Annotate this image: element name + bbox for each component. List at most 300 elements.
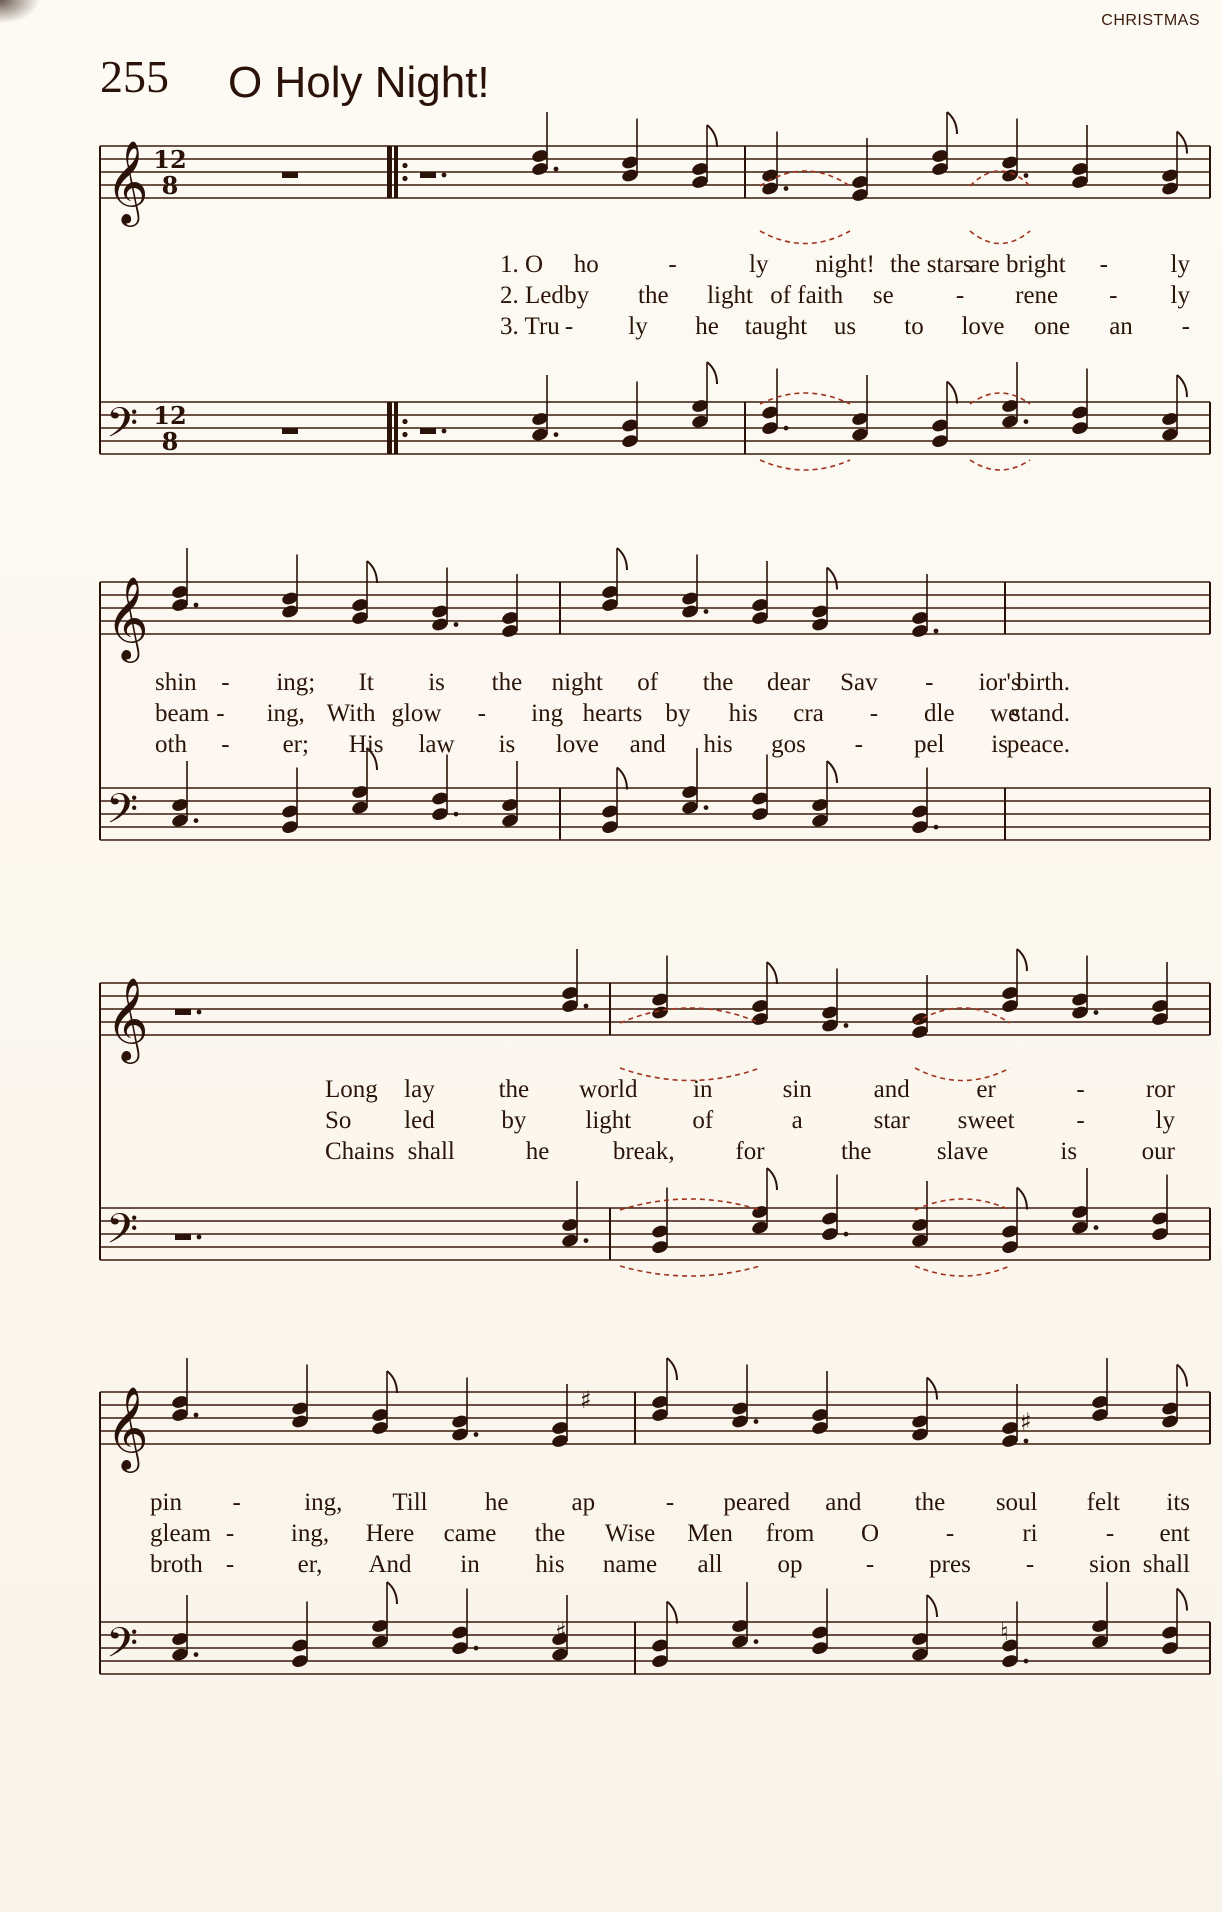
lyric-syllable: are bright xyxy=(969,251,1066,278)
bass-staff xyxy=(100,785,1210,843)
lyric-syllable: Here xyxy=(365,1520,415,1547)
lyric-syllable: ent xyxy=(1159,1520,1190,1547)
lyric-syllable: - xyxy=(854,731,864,758)
dot xyxy=(584,1238,589,1243)
chord xyxy=(561,949,589,1014)
lyric-syllable: - xyxy=(668,251,677,278)
lyric-syllable: his xyxy=(728,700,758,727)
flag xyxy=(667,1358,677,1380)
lyric-syllable: glow xyxy=(391,700,442,727)
lyric-syllable: - xyxy=(1099,251,1108,278)
staves xyxy=(100,139,1210,1677)
lyric-syllable: the xyxy=(491,669,523,696)
slur xyxy=(970,171,1030,186)
lyric-syllable: break, xyxy=(612,1138,675,1165)
lyric-syllable: he xyxy=(695,313,719,340)
flag xyxy=(1017,1188,1027,1210)
lyric-syllable: and xyxy=(825,1489,862,1516)
lyric-syllable: It xyxy=(358,669,374,696)
dot xyxy=(934,825,939,830)
section-label: CHRISTMAS xyxy=(1101,12,1200,29)
chord xyxy=(501,761,520,829)
dot xyxy=(754,1419,759,1424)
dot xyxy=(1094,1225,1099,1230)
dot xyxy=(844,1232,849,1237)
lyric-syllable: the xyxy=(498,1076,530,1103)
flag xyxy=(707,362,717,384)
lyric-syllable: shall xyxy=(407,1138,455,1165)
time-signature-denominator: 8 xyxy=(161,171,179,200)
chord xyxy=(171,761,199,829)
lyric-syllable: - xyxy=(1181,313,1190,340)
chord xyxy=(731,1365,759,1430)
lyric-syllable: felt xyxy=(1086,1489,1120,1516)
chord xyxy=(451,1378,479,1443)
chord xyxy=(1091,1358,1110,1423)
lyric-syllable: and xyxy=(629,731,666,758)
dot xyxy=(784,186,789,191)
lyric-syllable: of xyxy=(692,1107,714,1134)
dot xyxy=(1024,1659,1029,1664)
lyric-syllable: his xyxy=(703,731,733,758)
chord xyxy=(1161,1365,1187,1430)
bass-clef-icon: 𝄢 xyxy=(106,785,139,843)
lyric-syllable: er; xyxy=(282,731,309,758)
lyric-syllable: stand. xyxy=(1010,700,1070,727)
lyric-syllable: - xyxy=(232,1489,241,1516)
chord xyxy=(851,138,870,203)
lyric-syllable: the xyxy=(840,1138,872,1165)
flag xyxy=(827,761,837,783)
chord xyxy=(1071,125,1090,190)
lyric-syllable: gos xyxy=(771,731,806,758)
lyric-syllable: - xyxy=(955,282,965,309)
chord xyxy=(911,1181,930,1249)
bass-clef-icon: 𝄢 xyxy=(106,1619,139,1677)
lyric-syllable: - xyxy=(1076,1107,1085,1134)
dot xyxy=(934,629,939,634)
repeat-barline xyxy=(387,146,392,198)
lyric-syllable: the xyxy=(638,282,669,309)
natural-icon: ♮ xyxy=(1000,1618,1009,1646)
sharp-icon: ♯ xyxy=(580,1386,592,1414)
chord xyxy=(1151,962,1170,1027)
treble-staff xyxy=(100,139,1210,227)
treble-staff xyxy=(100,575,1210,663)
lyric-syllable: ap xyxy=(571,1489,596,1516)
chord xyxy=(351,748,377,816)
flag xyxy=(1177,132,1187,154)
chord xyxy=(1071,1168,1099,1236)
lyric-syllable: - xyxy=(925,669,934,696)
lyric-syllable: - xyxy=(225,1551,235,1578)
dot xyxy=(474,1646,479,1651)
chord xyxy=(821,969,849,1034)
rest-icon xyxy=(420,428,436,434)
lyric-syllable: 1. O xyxy=(500,251,544,278)
lyric-syllable: beam xyxy=(155,700,210,727)
lyric-syllable: all xyxy=(697,1551,723,1578)
lyric-syllable: - xyxy=(1076,1076,1085,1103)
slur xyxy=(970,460,1030,470)
bass-clef-icon: 𝄢 xyxy=(106,399,139,457)
lyric-syllable: by xyxy=(501,1107,527,1134)
lyric-syllable: peace. xyxy=(1006,731,1070,758)
rest-dot xyxy=(442,429,447,434)
lyric-syllable: star xyxy=(873,1107,910,1134)
lyric-syllable: in xyxy=(460,1551,480,1578)
lyric-syllable: is xyxy=(428,669,445,696)
lyric-syllable: sweet xyxy=(957,1107,1015,1134)
repeat-barline xyxy=(387,402,392,454)
lyric-syllable: ing, xyxy=(290,1520,330,1547)
lyric-syllable: ing, xyxy=(266,700,305,727)
treble-staff xyxy=(100,1385,1210,1473)
lyric-syllable: Wise xyxy=(604,1520,656,1547)
slur xyxy=(915,1266,1010,1276)
dot xyxy=(844,1023,849,1028)
dot xyxy=(1094,1010,1099,1015)
flag xyxy=(1177,1589,1187,1611)
chord xyxy=(561,1181,589,1249)
lyric-syllable: rene xyxy=(1015,282,1059,309)
lyric-syllable: and xyxy=(873,1076,910,1103)
lyric-syllable: - xyxy=(1109,282,1118,309)
lyric-syllable: shin xyxy=(155,669,197,696)
chord xyxy=(811,761,837,829)
lyric-syllable: op xyxy=(777,1551,803,1578)
chord xyxy=(911,1595,937,1663)
chord xyxy=(291,1365,310,1430)
lyric-syllable: And xyxy=(368,1551,412,1578)
lyric-syllable: law xyxy=(418,731,455,758)
lyric-syllable: love xyxy=(555,731,599,758)
lyric-syllable: an xyxy=(1109,313,1133,340)
lyric-syllable: So xyxy=(325,1107,352,1134)
flag xyxy=(927,1378,937,1400)
lyric-syllable: - xyxy=(1105,1520,1115,1547)
lyric-syllable: 2. Led xyxy=(500,282,564,309)
dot xyxy=(704,805,709,810)
lyric-syllable: for xyxy=(735,1138,765,1165)
lyric-syllable: of xyxy=(637,669,659,696)
chord xyxy=(281,555,300,620)
lyric-syllable: one xyxy=(1033,313,1071,340)
dot xyxy=(1024,419,1029,424)
lyric-syllable: by xyxy=(665,700,691,727)
rest-icon xyxy=(175,1009,191,1015)
lyric-syllable: birth. xyxy=(1016,669,1070,696)
chord xyxy=(531,375,559,443)
lyric-syllable: pres xyxy=(929,1551,971,1578)
treble-clef-icon: 𝄞 xyxy=(106,139,149,223)
rest-dot xyxy=(197,1235,202,1240)
chord xyxy=(171,548,199,613)
lyric-syllable: by xyxy=(564,282,590,309)
dot xyxy=(194,1652,199,1657)
slur xyxy=(970,231,1030,244)
lyric-syllable: - xyxy=(665,1489,675,1516)
chord xyxy=(651,1358,677,1423)
dot xyxy=(194,1413,199,1418)
chord xyxy=(621,119,640,184)
flag xyxy=(1177,1365,1187,1387)
chord xyxy=(761,132,789,197)
lyric-syllable: Till xyxy=(392,1489,428,1516)
treble-clef-icon: 𝄞 xyxy=(106,575,149,659)
lyric-syllable: slave xyxy=(936,1138,989,1165)
flag xyxy=(387,1371,397,1393)
chord xyxy=(691,125,717,190)
time-signature-denominator: 8 xyxy=(161,427,179,456)
lyric-syllable: - xyxy=(945,1520,955,1547)
lyric-syllable: pel xyxy=(913,731,945,758)
lyric-syllable: night xyxy=(551,669,604,696)
lyric-syllable: ly xyxy=(1170,282,1190,309)
dot xyxy=(554,167,559,172)
lyric-syllable: Long xyxy=(325,1076,378,1103)
dot xyxy=(194,603,199,608)
chord xyxy=(1161,132,1187,197)
lyric-syllable: - xyxy=(1025,1551,1035,1578)
lyric-syllable: light xyxy=(585,1107,632,1134)
chord xyxy=(911,975,930,1040)
chord xyxy=(731,1582,759,1650)
lyric-syllable: - xyxy=(564,313,574,340)
lyric-syllable: ror xyxy=(1145,1076,1175,1103)
dot xyxy=(454,622,459,627)
lyric-syllable: the xyxy=(914,1489,946,1516)
dot xyxy=(1024,1439,1029,1444)
lyric-syllable: dle xyxy=(924,700,955,727)
lyric-syllable: night! xyxy=(815,251,875,278)
chord xyxy=(1091,1582,1110,1650)
rest-dot xyxy=(197,1010,202,1015)
dot xyxy=(784,426,789,431)
lyric-syllable: - xyxy=(221,669,230,696)
flag xyxy=(927,1595,937,1617)
flag xyxy=(947,112,957,134)
lyric-syllable: a xyxy=(791,1107,803,1134)
time-signature-numerator: 12 xyxy=(153,401,187,430)
repeat-dot xyxy=(402,176,407,181)
lyric-syllable: Chains xyxy=(325,1138,395,1165)
bass-clef-icon: 𝄢 xyxy=(106,1205,139,1263)
chord xyxy=(911,1378,937,1443)
treble-clef-icon: 𝄞 xyxy=(106,1385,149,1469)
lyric-syllable: light xyxy=(707,282,753,309)
lyric-syllable: ing; xyxy=(276,669,316,696)
lyric-syllable: the xyxy=(534,1520,566,1547)
lyric-syllable: ing, xyxy=(304,1489,343,1516)
lyric-syllable: is xyxy=(498,731,516,758)
slur xyxy=(915,1008,1010,1023)
lyric-syllable: se xyxy=(872,282,894,309)
chord xyxy=(681,748,709,816)
chord xyxy=(811,1371,830,1436)
chord xyxy=(531,112,559,177)
chord xyxy=(1001,949,1027,1014)
lyric-syllable: - xyxy=(221,731,230,758)
time-signature-numerator: 12 xyxy=(153,145,187,174)
lyric-syllable: love xyxy=(961,313,1005,340)
lyric-syllable: 3. Tru xyxy=(500,313,560,340)
lyric-syllable: he xyxy=(525,1138,550,1165)
lyric-syllable: led xyxy=(404,1107,435,1134)
chord xyxy=(171,1595,199,1663)
flag xyxy=(827,568,837,590)
flag xyxy=(387,1582,397,1604)
lyric-syllable: cra xyxy=(793,700,824,727)
chord xyxy=(651,956,670,1021)
lyric-syllable: shall xyxy=(1142,1551,1190,1578)
lyric-syllable: er, xyxy=(297,1551,323,1578)
lyric-syllable: - xyxy=(477,700,486,727)
lyric-syllable: - xyxy=(216,700,225,727)
lyric-syllable: - xyxy=(225,1520,235,1547)
lyric-syllable: ly xyxy=(1170,251,1190,278)
treble-staff xyxy=(100,976,1210,1064)
chord xyxy=(931,112,957,177)
lyric-syllable: taught xyxy=(744,313,808,340)
lyric-syllable: sin xyxy=(782,1076,812,1103)
lyric-syllable: broth xyxy=(150,1551,203,1578)
lyric-syllable: pin xyxy=(150,1489,182,1516)
lyric-syllable: we xyxy=(990,700,1020,727)
lyric-syllable: to xyxy=(904,313,924,340)
chord xyxy=(811,568,837,633)
lyric-syllable: lay xyxy=(404,1076,435,1103)
bass-staff xyxy=(100,399,1210,457)
lyric-syllable: O xyxy=(860,1520,880,1547)
lyrics xyxy=(150,251,1190,1578)
lyric-syllable: is xyxy=(1060,1138,1078,1165)
lyric-syllable: ing xyxy=(531,700,564,727)
dot xyxy=(474,1432,479,1437)
chord xyxy=(681,555,709,620)
chord xyxy=(911,574,939,639)
hymn-title: O Holy Night! xyxy=(228,58,490,107)
lyric-syllable: us xyxy=(833,313,857,340)
lyric-syllable: soul xyxy=(995,1489,1038,1516)
lyric-syllable: With xyxy=(326,700,376,727)
lyric-syllable: in xyxy=(693,1076,713,1103)
flag xyxy=(667,1602,677,1624)
chord xyxy=(1161,375,1187,443)
lyric-syllable: ior's xyxy=(978,669,1021,696)
hymn-number: 255 xyxy=(100,51,169,102)
chord xyxy=(431,568,459,633)
lyric-syllable: ho xyxy=(573,251,599,278)
dot xyxy=(704,609,709,614)
dot xyxy=(554,432,559,437)
repeat-dot xyxy=(402,163,407,168)
rest-icon xyxy=(282,428,298,434)
flag xyxy=(947,382,957,404)
lyric-syllable: hearts xyxy=(582,700,643,727)
lyric-syllable: His xyxy=(348,731,384,758)
flag xyxy=(707,125,717,147)
sharp-icon: ♯ xyxy=(555,1618,567,1646)
chord xyxy=(501,574,520,639)
rest-icon xyxy=(282,172,298,178)
lyric-syllable: - xyxy=(865,1551,875,1578)
lyric-syllable: is xyxy=(991,731,1008,758)
chord xyxy=(851,375,870,443)
chord xyxy=(171,1358,199,1423)
lyric-syllable: er xyxy=(976,1076,996,1103)
lyric-syllable: he xyxy=(484,1489,509,1516)
dot xyxy=(754,1639,759,1644)
slur xyxy=(620,1008,760,1023)
lyric-syllable: our xyxy=(1141,1138,1175,1165)
lyric-syllable: its xyxy=(1166,1489,1190,1516)
lyric-syllable: gleam xyxy=(150,1520,212,1547)
lyric-syllable: peared xyxy=(723,1489,790,1516)
dot xyxy=(1024,173,1029,178)
flag xyxy=(617,768,627,790)
dot xyxy=(194,818,199,823)
lyric-syllable: the stars xyxy=(889,251,973,278)
repeat-dot xyxy=(402,432,407,437)
lyric-syllable: ly xyxy=(628,313,648,340)
flag xyxy=(617,548,627,570)
chord xyxy=(751,962,777,1027)
slur xyxy=(620,1068,760,1081)
repeat-dot xyxy=(402,419,407,424)
lyric-syllable: from xyxy=(765,1520,815,1547)
flag xyxy=(367,561,377,583)
lyric-syllable: dear xyxy=(766,669,810,696)
lyric-syllable: ly xyxy=(749,251,769,278)
lyric-syllable: world xyxy=(579,1076,638,1103)
slur xyxy=(760,460,850,470)
slur xyxy=(620,1266,760,1276)
chord xyxy=(351,561,377,626)
chord xyxy=(1071,956,1099,1021)
flag xyxy=(767,962,777,984)
lyric-syllable: his xyxy=(535,1551,565,1578)
lyric-syllable: came xyxy=(443,1520,497,1547)
lyric-syllable: ly xyxy=(1155,1107,1175,1134)
lyric-syllable: Sav xyxy=(840,669,878,696)
dot xyxy=(454,812,459,817)
rest-icon xyxy=(175,1234,191,1240)
chord xyxy=(751,561,770,626)
lyric-syllable: - xyxy=(869,700,879,727)
chord xyxy=(691,362,717,430)
rest-dot xyxy=(442,173,447,178)
lyric-syllable: the xyxy=(702,669,734,696)
dot xyxy=(584,1004,589,1009)
slur xyxy=(760,231,850,244)
lyric-syllable: ri xyxy=(1022,1520,1038,1547)
chord xyxy=(371,1582,397,1650)
treble-clef-icon: 𝄞 xyxy=(106,976,149,1060)
notation xyxy=(153,112,1187,1669)
lyric-syllable: oth xyxy=(155,731,187,758)
lyric-syllable: of faith xyxy=(770,282,844,309)
lyric-syllable: Men xyxy=(687,1520,733,1547)
lyric-syllable: name xyxy=(602,1551,658,1578)
rest-icon xyxy=(420,172,436,178)
chord xyxy=(551,1384,570,1449)
flag xyxy=(1177,375,1187,397)
chord xyxy=(601,548,627,613)
flag xyxy=(1017,949,1027,971)
lyric-syllable: sion xyxy=(1089,1551,1131,1578)
flag xyxy=(767,1168,777,1190)
